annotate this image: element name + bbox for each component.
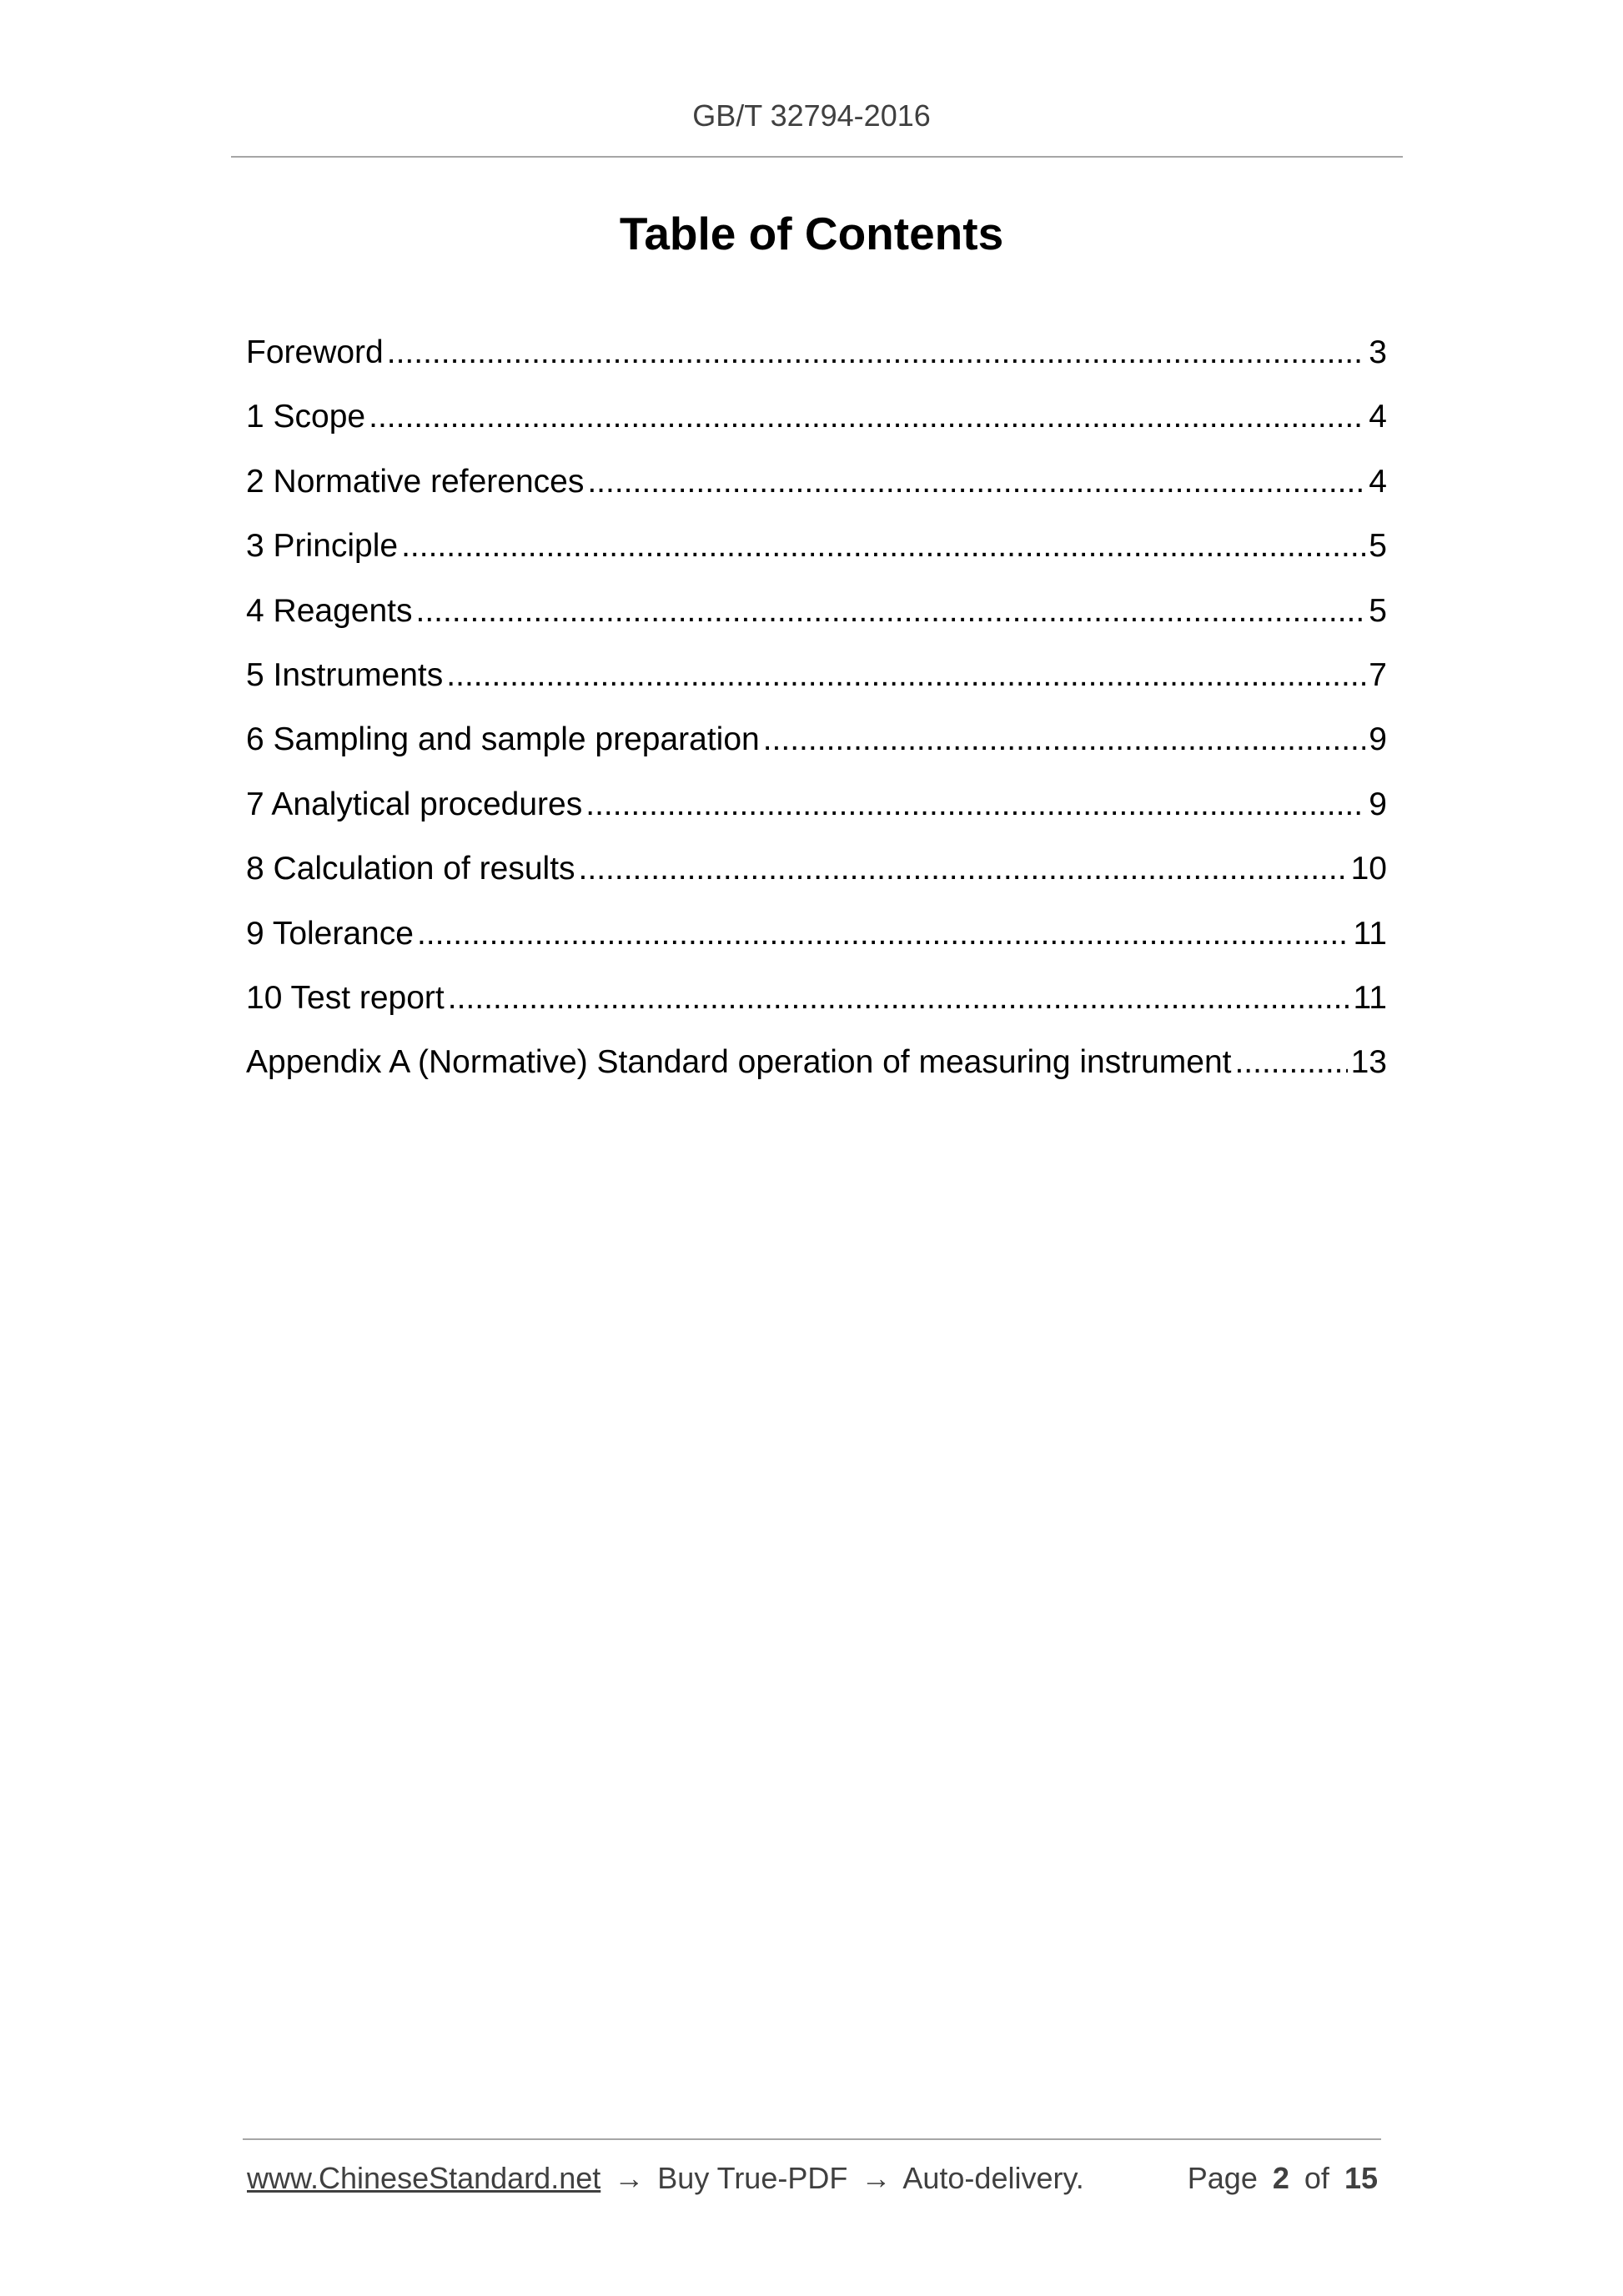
toc-entry-label: 7 Analytical procedures <box>246 786 583 822</box>
website-link[interactable]: www.ChineseStandard.net <box>247 2161 601 2195</box>
toc-entry-test-report[interactable] <box>246 975 1387 1039</box>
toc-dot-leader <box>579 846 1348 892</box>
toc-entry-label: 5 Instruments <box>246 656 444 693</box>
toc-entry-page: 13 <box>1350 1044 1387 1081</box>
page-footer <box>247 2161 1378 2196</box>
buy-true-pdf-text: Buy True-PDF <box>657 2161 848 2195</box>
toc-dot-leader <box>417 911 1350 957</box>
toc-entry-label: 8 Calculation of results <box>246 851 575 887</box>
footer-promo <box>247 2161 1084 2196</box>
toc-dot-leader <box>387 329 1366 376</box>
toc-dot-leader <box>587 459 1365 505</box>
page-word: Page <box>1187 2161 1258 2195</box>
toc-dot-leader <box>448 975 1350 1022</box>
toc-entry-page: 9 <box>1369 721 1387 758</box>
toc-dot-leader <box>415 588 1365 635</box>
toc-entry-label: 1 Scope <box>246 399 366 435</box>
toc-entry-label: 9 Tolerance <box>246 915 414 952</box>
toc-entry-sampling[interactable] <box>246 716 1387 781</box>
toc-entry-label: 4 Reagents <box>246 592 413 629</box>
toc-entry-page: 3 <box>1369 334 1387 370</box>
toc-entry-reagents[interactable] <box>246 588 1387 652</box>
toc-dot-leader <box>1234 1039 1347 1086</box>
toc-entry-label: 3 Principle <box>246 528 399 565</box>
toc-dot-leader <box>401 523 1365 570</box>
toc-entry-instruments[interactable] <box>246 652 1387 716</box>
toc-entry-label: 6 Sampling and sample preparation <box>246 721 760 758</box>
auto-delivery-text: Auto-delivery. <box>902 2161 1084 2195</box>
toc-entry-foreword[interactable] <box>246 329 1387 394</box>
toc-entry-analytical-procedures[interactable] <box>246 781 1387 846</box>
toc-entry-label: 10 Test report <box>246 979 445 1016</box>
table-of-contents <box>246 329 1387 1104</box>
toc-dot-leader <box>585 781 1365 828</box>
toc-entry-page: 7 <box>1369 656 1387 693</box>
of-word: of <box>1304 2161 1329 2195</box>
toc-entry-page: 5 <box>1369 528 1387 565</box>
toc-dot-leader <box>763 716 1366 763</box>
toc-entry-page: 4 <box>1369 399 1387 435</box>
toc-dot-leader <box>369 394 1365 440</box>
toc-entry-page: 10 <box>1350 851 1387 887</box>
toc-entry-appendix-a[interactable] <box>246 1039 1387 1103</box>
toc-entry-scope[interactable] <box>246 394 1387 458</box>
header-divider <box>231 156 1403 158</box>
toc-entry-label: Foreword <box>246 334 384 370</box>
toc-entry-calculation[interactable] <box>246 846 1387 910</box>
total-pages-number: 15 <box>1344 2161 1378 2195</box>
toc-entry-label: 2 Normative references <box>246 463 585 500</box>
toc-entry-page: 11 <box>1353 979 1387 1016</box>
page-number-indicator <box>1188 2161 1378 2196</box>
current-page-number: 2 <box>1272 2161 1289 2195</box>
toc-entry-label: Appendix A (Normative) Standard operation of measuring instrument <box>246 1044 1232 1081</box>
arrow-right-icon: → <box>861 2161 892 2195</box>
toc-entry-principle[interactable] <box>246 523 1387 587</box>
toc-dot-leader <box>446 652 1365 699</box>
toc-entry-normative-references[interactable] <box>246 459 1387 523</box>
page-title: Table of Contents <box>619 208 1004 259</box>
toc-entry-page: 9 <box>1369 786 1387 822</box>
toc-entry-page: 5 <box>1369 592 1387 629</box>
toc-entry-tolerance[interactable] <box>246 911 1387 975</box>
toc-entry-page: 11 <box>1353 915 1387 952</box>
arrow-right-icon: → <box>614 2161 645 2195</box>
footer-divider <box>243 2138 1381 2140</box>
document-code-header: GB/T 32794-2016 <box>692 98 931 133</box>
toc-entry-page: 4 <box>1369 463 1387 500</box>
